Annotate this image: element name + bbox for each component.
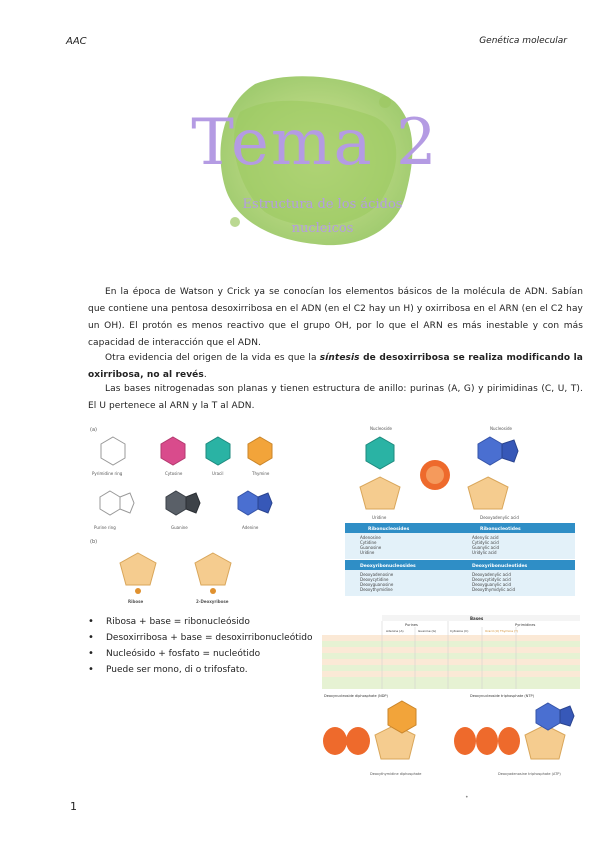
table-cell: Uridylic acid [472,550,497,555]
subtitle-line-2: nucleicos [291,221,354,236]
deoxyribose-h-mark [210,588,216,594]
ntp-molecule [454,703,574,759]
fig3-ndp-name: Deoxythymidine diphosphate [370,772,422,776]
fig3-ndp-title: Deoxynucleoside diphosphate (NDP) [324,694,388,698]
table-cell: Deoxycytidylic acid [472,577,511,582]
fig1-guanine-label: Guanine [171,525,188,530]
bullet-list [88,614,312,678]
uridine-sugar [360,477,400,509]
header-right: Genética molecular [479,36,567,46]
list-item: • Ribosa + base = ribonucleósido [88,614,312,630]
deoxyadenylic-sugar [468,477,508,509]
table-cell: Deoxyadenosine [360,572,394,577]
fig3-cytosine: Cytosine (C) [450,629,469,633]
fig3-uracil: Uracil (U) Thymine (T) [485,629,519,633]
cytosine-molecule [161,437,185,465]
table-cell: Adenylic acid [472,535,499,540]
table-cell: Guanylic acid [472,545,499,550]
fig1-adenine-label: Adenine [242,525,259,530]
table-cell: Deoxyadenylic acid [472,572,511,577]
table-cell: Deoxycytidine [360,577,389,582]
fig3-ntp-name: Deoxyadenosine triphosphate (ATP) [498,772,561,776]
page-number: 1 [70,800,77,813]
table-cell: Cytidine [360,540,377,545]
table-col4: Deoxyribonucleotides [472,564,528,569]
guanine-molecule [166,491,200,515]
adenine-base [478,437,502,465]
table-cell: Deoxythymidine [360,587,393,592]
list-item: • Puede ser mono, di o trifosfato. [88,662,312,678]
paragraph-2-start: Otra evidencia del origen de la vida es que la [105,353,320,363]
ribose-molecule [120,553,156,585]
fig1-ribose-label: Ribose [128,599,144,604]
fig1-thymine-label: Thymine [252,471,270,476]
paragraph-1 [88,284,583,352]
fig1-label-b: (b) [90,539,98,545]
header-left: AAC [66,36,87,47]
fig2-uridine-label: Uridine [372,515,387,520]
fig3-pyrimidines: Pyrimidines [515,623,536,627]
purine-ring-molecule [100,491,134,515]
table-cell: Uridine [360,550,375,555]
fig3-ntp-title: Deoxynucleoside triphosphate (NTP) [470,694,534,698]
table-col1: Ribonucleosides [368,527,410,532]
fig3-bases: Bases [470,616,484,621]
fig3-purines: Purines [405,623,418,627]
paragraph-2-end: . [203,370,207,380]
page-subtitle [225,193,420,241]
paragraph-3-text: Las bases nitrogenadas son planas y tienen estructura de anillo: purinas (A, G) y pirimidinas (C, U, T). El U pertenece al ARN y la T al ADN. [88,384,583,411]
fig3-adenine: Adenine (A) [386,629,404,633]
figure-nucleotides [320,613,582,793]
table-col2: Ribonucleotides [480,527,521,532]
figure-nucleosides-table [340,423,585,598]
subtitle-line-1: Estructura de los ácidos [242,197,403,212]
ndp-molecule [323,701,416,759]
paragraph-2 [88,350,583,384]
paragraph-3 [88,381,583,415]
table-cell: Deoxythymidylic acid [472,587,515,592]
figure-nitrogen-bases [88,423,293,608]
paragraph-2-italic: síntesis [319,353,360,363]
table-cell: Deoxyguanosine [360,582,394,587]
fig3-guanine: Guanine (G) [418,629,437,633]
thymine-molecule [248,437,272,465]
fig2-nucleoside-label-1: Nucleoside [370,426,392,431]
list-item: • Desoxirribosa + base = desoxirribonucleótido [88,630,312,646]
adenine-molecule [238,491,272,515]
fig1-pyrimidine-label: Pyrimidine ring [92,471,123,476]
table-cell: Guanosine [360,545,382,550]
fig1-cytosine-label: Cytosine [165,471,183,476]
fig2-nucleoside-label-2: Nucleoside [490,426,512,431]
list-item: • Nucleósido + fosfato = nucleótido [88,646,312,662]
fig1-label-a: (a) [90,427,97,433]
fig1-uracil-label: Uracil [212,471,224,476]
deoxyribose-molecule [195,553,231,585]
phosphate-inner [426,466,444,484]
pyrimidine-ring-molecule [101,437,125,465]
page-title: Tema 2 [191,106,439,180]
fig1-purine-label: Purine ring [94,525,116,530]
fig2-deoxyadenylic-label: Deoxyadenylic acid [480,515,519,520]
table-col3: Deoxyribonucleosides [360,564,416,569]
footer-mark: • [465,794,469,801]
paragraph-2-bold: de desoxirribosa se realiza modificando la oxirribosa, no al revés [88,353,583,380]
adenine-base-ring [502,440,518,462]
paragraph-1-text: En la época de Watson y Crick ya se conocían los elementos básicos de la molécula de ADN. Sabían que contiene una pentosa desoxirribosa en el ADN (en el C2 hay un H) y oxirribosa en el ARN (en el C2 hay un OH). El protón es menos reactivo que el grupo OH, por lo que el ARN es más inestable y con más capacidad de interacción que el ADN. [88,287,583,348]
uridine-base [366,437,394,469]
table-cell: Deoxyguanylic acid [472,582,512,587]
uracil-molecule [206,437,230,465]
table-cell: Adenosine [360,535,381,540]
table-cell: Cytidylic acid [472,540,499,545]
ribose-oh-mark [135,588,141,594]
fig1-deoxyribose-label: 2-Deoxyribose [196,599,229,604]
